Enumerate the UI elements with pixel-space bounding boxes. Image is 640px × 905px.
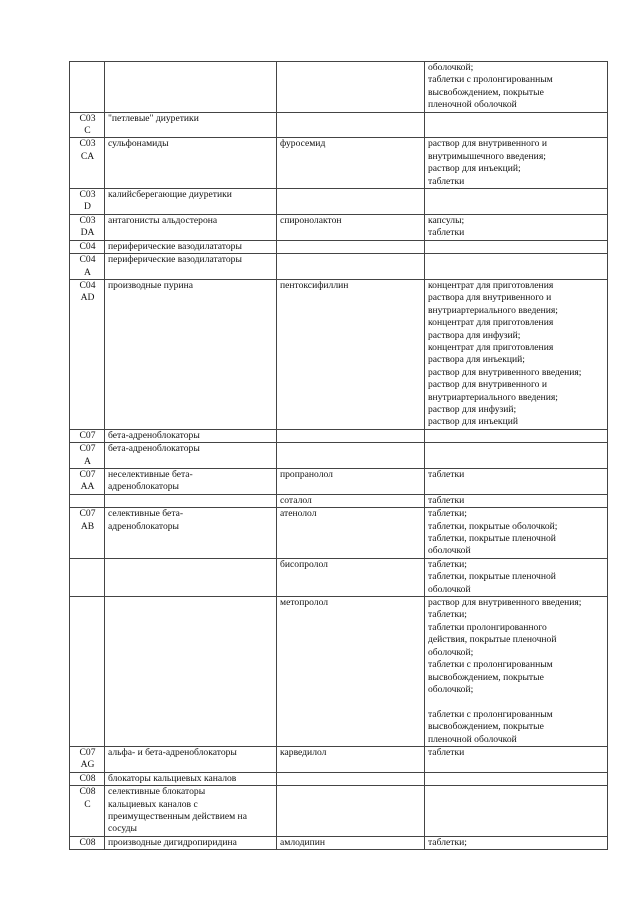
drug-name: метопролол: [280, 597, 329, 609]
drug-cell: [277, 469, 425, 495]
form-cell: [425, 254, 608, 280]
atc-code: C03 C: [79, 112, 96, 137]
pharmacological-group: сульфонамиды: [108, 138, 169, 150]
group-cell: [105, 429, 277, 442]
group-cell: [105, 254, 277, 280]
table-row: [70, 469, 608, 495]
table-row: [70, 112, 608, 138]
form-cell: [425, 746, 608, 772]
group-cell: [105, 558, 277, 596]
group-cell: [105, 279, 277, 429]
pharmacological-group: селективные бета- адреноблокаторы: [108, 508, 184, 532]
table-row: [70, 240, 608, 253]
table-row: [70, 746, 608, 772]
table-row: [70, 836, 608, 849]
pharmacological-group: бета-адреноблокаторы: [108, 429, 200, 441]
drug-cell: [277, 494, 425, 507]
drug-cell: [277, 786, 425, 837]
drug-name: фуросемид: [280, 138, 326, 150]
pharmacological-group: производные пурина: [108, 279, 194, 291]
group-cell: [105, 597, 277, 747]
atc-code-cell: [70, 214, 105, 240]
drug-cell: [277, 112, 425, 138]
atc-code-cell: [70, 138, 105, 189]
drug-cell: [277, 443, 425, 469]
drug-cell: [277, 138, 425, 189]
table-row: [70, 772, 608, 785]
table-row: [70, 786, 608, 837]
atc-drug-table: [69, 61, 608, 850]
table-row: [70, 62, 608, 113]
form-cell: [425, 62, 608, 113]
drug-cell: [277, 746, 425, 772]
pharmacological-group: антагонисты альдостерона: [108, 214, 218, 226]
drug-name: пропранолол: [280, 469, 333, 480]
dosage-form: раствор для внутривенного и внутримышечного введения; раствор для инъекций; таблетки: [428, 138, 547, 187]
atc-code-cell: [70, 254, 105, 280]
drug-cell: [277, 558, 425, 596]
form-cell: [425, 772, 608, 785]
group-cell: [105, 443, 277, 469]
pharmacological-group: калийсберегающие диуретики: [108, 189, 232, 201]
drug-cell: [277, 836, 425, 849]
drug-cell: [277, 189, 425, 215]
atc-code: C04: [79, 240, 96, 252]
form-cell: [425, 112, 608, 138]
atc-code: C07 A: [79, 443, 96, 467]
drug-cell: [277, 508, 425, 559]
drug-cell: [277, 279, 425, 429]
table-row: [70, 279, 608, 429]
atc-code-cell: [70, 62, 105, 113]
group-cell: [105, 469, 277, 495]
drug-cell: [277, 62, 425, 113]
drug-cell: [277, 429, 425, 442]
pharmacological-group: неселективные бета- адреноблокаторы: [108, 469, 193, 493]
drug-cell: [277, 254, 425, 280]
table-row: [70, 443, 608, 469]
dosage-form: таблетки; таблетки, покрытые оболочкой; таблетки, покрытые пленочной оболочкой: [428, 508, 558, 557]
atc-code: C07 AB: [79, 508, 96, 532]
form-cell: [425, 429, 608, 442]
atc-code: C03 CA: [79, 138, 96, 162]
group-cell: [105, 62, 277, 113]
drug-name: бисопролол: [280, 558, 328, 570]
pharmacological-group: периферические вазодилататоры: [108, 240, 242, 252]
atc-code: C03 D: [79, 189, 96, 213]
atc-code-cell: [70, 786, 105, 837]
dosage-form: таблетки: [428, 494, 465, 506]
pharmacological-group: селективные блокаторы кальциевых каналов с преимущественным действием на сосуды: [108, 786, 247, 835]
form-cell: [425, 786, 608, 837]
atc-code: C08 C: [79, 786, 96, 810]
atc-code-cell: [70, 443, 105, 469]
table-row: [70, 494, 608, 507]
atc-code-cell: [70, 279, 105, 429]
group-cell: [105, 214, 277, 240]
dosage-form: таблетки: [428, 746, 465, 758]
atc-code: C08: [79, 836, 96, 848]
form-cell: [425, 214, 608, 240]
drug-name: спиронолактон: [280, 214, 342, 226]
form-cell: [425, 469, 608, 495]
atc-code-cell: [70, 772, 105, 785]
table-row: [70, 597, 608, 747]
table-row: [70, 138, 608, 189]
atc-code-cell: [70, 597, 105, 747]
pharmacological-group: периферические вазодилататоры: [108, 254, 242, 266]
atc-code: C07 AA: [79, 469, 96, 493]
atc-code: C04 A: [79, 254, 96, 278]
pharmacological-group: альфа- и бета-адреноблокаторы: [108, 746, 237, 758]
form-cell: [425, 597, 608, 747]
table-row: [70, 189, 608, 215]
group-cell: [105, 772, 277, 785]
atc-code-cell: [70, 112, 105, 138]
form-cell: [425, 443, 608, 469]
group-cell: [105, 112, 277, 138]
group-cell: [105, 786, 277, 837]
group-cell: [105, 189, 277, 215]
pharmacological-group: блокаторы кальциевых каналов: [108, 772, 237, 784]
atc-code-cell: [70, 429, 105, 442]
table-row: [70, 254, 608, 280]
form-cell: [425, 138, 608, 189]
drug-name: карведилол: [280, 746, 327, 758]
form-cell: [425, 189, 608, 215]
table-row: [70, 558, 608, 596]
pharmacological-group: "петлевые" диуретики: [108, 112, 199, 124]
drug-name: соталол: [280, 494, 312, 506]
atc-code: C07 AG: [79, 746, 96, 771]
table-row: [70, 508, 608, 559]
group-cell: [105, 836, 277, 849]
dosage-form: оболочкой; таблетки с пролонгированным высвобождением, покрытые пленочной оболочкой: [428, 62, 553, 111]
form-cell: [425, 240, 608, 253]
group-cell: [105, 746, 277, 772]
atc-code-cell: [70, 240, 105, 253]
group-cell: [105, 138, 277, 189]
atc-code-cell: [70, 836, 105, 849]
dosage-form: таблетки; таблетки, покрытые пленочной оболочкой: [428, 558, 556, 595]
drug-cell: [277, 597, 425, 747]
atc-code-cell: [70, 189, 105, 215]
group-cell: [105, 508, 277, 559]
table-row: [70, 429, 608, 442]
atc-code: C07: [79, 429, 96, 441]
drug-cell: [277, 214, 425, 240]
dosage-form: концентрат для приготовления раствора для внутривенного и внутриартериального введения; концентрат для приготовления раствора для инфузий; концентрат для приготовления раствора для инъекций; раствор для внутривенного введения; раствор для внутривенного и внутриартериального введения; раствор для инфузий; раствор для инъекций: [428, 279, 582, 428]
drug-name: амлодипин: [280, 836, 326, 848]
pharmacological-group: бета-адреноблокаторы: [108, 443, 200, 455]
group-cell: [105, 240, 277, 253]
drug-name: атенолол: [280, 508, 317, 520]
form-cell: [425, 508, 608, 559]
atc-code-cell: [70, 558, 105, 596]
table-row: [70, 214, 608, 240]
form-cell: [425, 279, 608, 429]
atc-code: C03 DA: [79, 214, 96, 239]
atc-code: C08: [79, 772, 96, 784]
group-cell: [105, 494, 277, 507]
drug-cell: [277, 772, 425, 785]
form-cell: [425, 836, 608, 849]
dosage-form: таблетки;: [428, 836, 467, 848]
atc-code-cell: [70, 494, 105, 507]
pharmacological-group: производные дигидропиридина: [108, 836, 237, 848]
atc-code: C04 AD: [79, 279, 96, 304]
dosage-form: таблетки: [428, 469, 465, 480]
atc-code-cell: [70, 469, 105, 495]
atc-code-cell: [70, 746, 105, 772]
drug-name: пентоксифиллин: [280, 279, 349, 291]
atc-code-cell: [70, 508, 105, 559]
drug-cell: [277, 240, 425, 253]
form-cell: [425, 558, 608, 596]
form-cell: [425, 494, 608, 507]
dosage-form: капсулы; таблетки: [428, 214, 465, 239]
dosage-form: раствор для внутривенного введения; таблетки; таблетки пролонгированного действия, покрытые пленочной оболочкой; таблетки с пролонгированным высвобождением, покрытые оболочкой; таблетки с пролонгированным высвобождением, покрытые пленочной оболочкой: [428, 597, 582, 745]
